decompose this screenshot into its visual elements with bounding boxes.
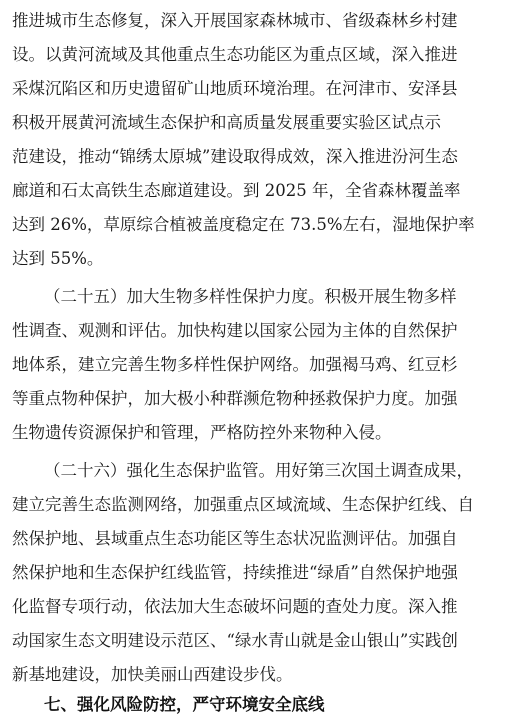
body-text-line: 化监督专项行动，依法加大生态破坏问题的查处力度。深入推 [12,597,458,616]
body-text-line: 积极开展黄河流域生态保护和高质量发展重要实验区试点示 [12,113,441,132]
paragraph-26-first-line: （二十六）强化生态保护监管。用好第三次国土调查成果， [44,461,473,480]
body-text-line: 达到 55%。 [12,249,104,268]
body-text-line: 等重点物种保护，加大极小种群濒危物种拯救保护力度。加强 [12,389,458,408]
body-text-line: 新基地建设，加快美丽山西建设步伐。 [12,665,293,684]
paragraph-25-first-line: （二十五）加大生物多样性保护力度。积极开展生物多样 [44,287,457,306]
body-text-line: 动国家生态文明建设示范区、“绿水青山就是金山银山”实践创 [12,631,458,650]
body-text-line: 建立完善生态监测网络，加强重点区域流域、生态保护红线、自 [12,495,474,514]
body-text-line: 然保护地和生态保护红线监管，持续推进“绿盾”自然保护地强 [12,563,458,582]
body-text-line: 设。以黄河流域及其他重点生态功能区为重点区域，深入推进 [12,45,458,64]
body-text-line: 推进城市生态修复，深入开展国家森林城市、省级森林乡村建 [12,11,458,30]
body-text-line: 采煤沉陷区和历史遗留矿山地质环境治理。在河津市、安泽县 [12,79,458,98]
body-text-line: 性调查、观测和评估。加快构建以国家公园为主体的自然保护 [12,321,458,340]
body-text-line: 范建设，推动“锦绣太原城”建设取得成效，深入推进汾河生态 [12,147,458,166]
body-text-line: 生物遗传资源保护和管理，严格防控外来物种入侵。 [12,423,392,442]
body-text-line: 廊道和石太高铁生态廊道建设。到 2025 年，全省森林覆盖率 [12,181,461,200]
body-text-line: 达到 26%，草原综合植被盖度稳定在 73.5%左右，湿地保护率 [12,215,475,234]
body-text-line: 然保护地、县域重点生态功能区等生态状况监测评估。加强自 [12,529,458,548]
section-heading: 七、强化风险防控，严守环境安全底线 [44,695,325,714]
body-text-line: 地体系，建立完善生物多样性保护网络。加强褐马鸡、红豆杉 [12,355,458,374]
